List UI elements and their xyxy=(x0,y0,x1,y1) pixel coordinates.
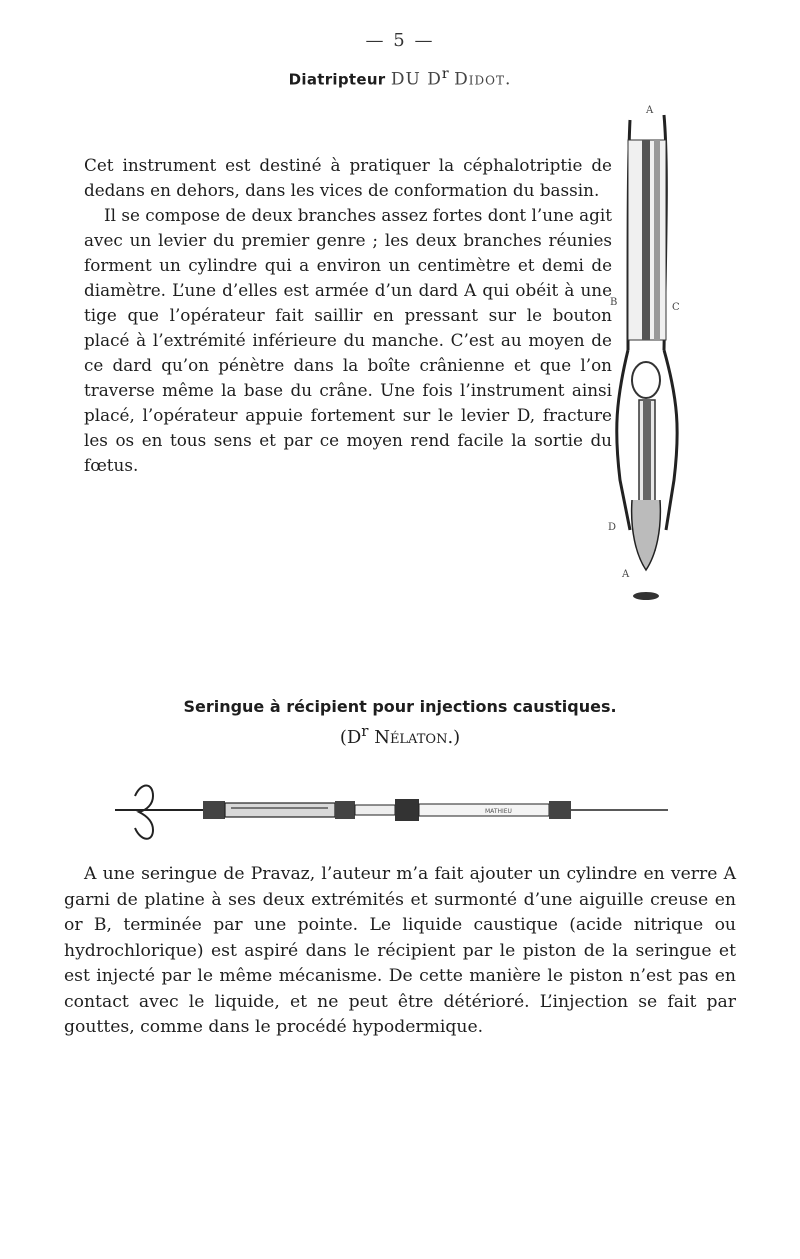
section1-title-name: Didot. xyxy=(454,69,512,90)
section1-title-rest: DU D xyxy=(390,69,442,90)
section2-author-prefix: (D xyxy=(339,727,362,748)
figure-label-a-top: A xyxy=(646,105,654,116)
section2-author-sup: r xyxy=(361,722,369,740)
section2-paragraph: A une seringue de Pravaz, l’auteur m’a fait ajouter un cylindre en verre A garni de platine à ses deux extrémités et surmonté d’une aiguille creuse en or B, terminée par une pointe. Le liquide caustique (acide nitrique ou hydrochlorique) est aspiré dans le récipient par le piston de la seringue et est injecté par le même mécanisme. De cette manière le piston n’est pas en contact avec le liquide, et ne peut être détérioré. L’injection se fait par gouttes, comme dans le procédé hypodermique. xyxy=(64,864,736,1037)
section1-title-bold: Diatripteur xyxy=(288,70,386,89)
figure-label-d: D xyxy=(608,522,617,533)
figure-label-c: C xyxy=(672,302,680,313)
section2-author xyxy=(0,722,800,748)
section2-author-name: Nélaton.) xyxy=(374,727,461,748)
section1-paragraph: Cet instrument est destiné à pratiquer la céphalotriptie de dedans en dehors, dans les vices de conformation du bassin. xyxy=(84,155,612,200)
figure-label-b: B xyxy=(610,297,618,308)
diatripteur-illustration xyxy=(606,100,686,600)
figure-label-a-bottom: A xyxy=(622,569,630,580)
syringe-illustration xyxy=(113,782,673,842)
section1-heading xyxy=(0,66,800,90)
section1-title-sup: r xyxy=(441,66,449,82)
section2-title: Seringue à récipient pour injections caustiques. xyxy=(183,697,617,716)
syringe-engraving: MATHIEU xyxy=(485,808,512,815)
page-number: — 5 — xyxy=(365,30,435,51)
section2-heading xyxy=(0,697,800,748)
section1-paragraph: Il se compose de deux branches assez fortes dont l’une agit avec un levier du premier genre ; les deux branches réunies forment un cylindre qui a environ un centimètre et demi de diamètre. L’une d’elles est armée d’un dard A qui obéit à une tige que l’opérateur fait saillir en pressant sur le bouton placé à l’extrémité inférieure du manche. C’est au moyen de ce dard qu’on pénètre dans la boîte crânienne et que l’on traverse même la base du crâne. Une fois l’instrument ainsi placé, l’opérateur appuie fortement sur le levier D, fracture les os en tous sens et par ce moyen rend facile la sortie du fœtus. xyxy=(84,205,612,475)
section1-body xyxy=(84,153,612,478)
